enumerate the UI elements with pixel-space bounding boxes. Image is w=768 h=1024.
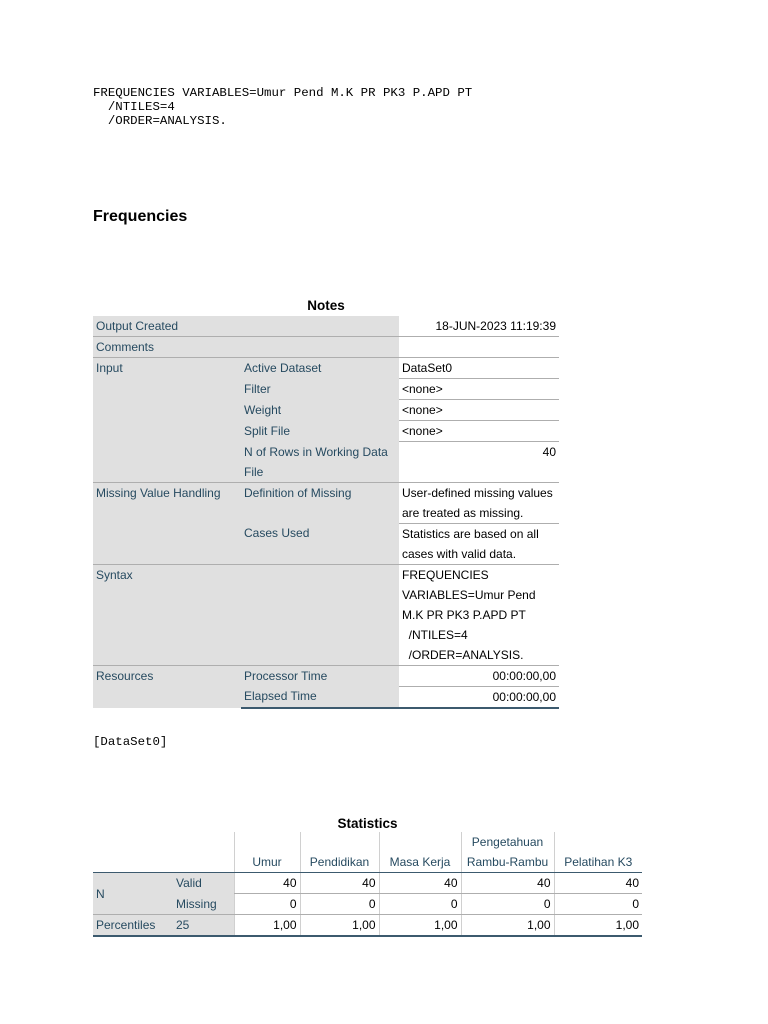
- definition-of-missing-line-2: are treated as missing.: [402, 505, 524, 520]
- row-label-valid: Valid: [173, 873, 234, 894]
- syntax-value: [399, 564, 559, 665]
- weight-value: <none>: [399, 400, 559, 421]
- valid-umur: 40: [234, 873, 300, 894]
- table-row: [93, 665, 559, 686]
- row-label-percentiles: Percentiles: [93, 915, 173, 937]
- syntax-line-1: FREQUENCIES: [402, 567, 489, 582]
- split-file-value: <none>: [399, 421, 559, 442]
- row-label-missing: Missing: [173, 894, 234, 915]
- statistics-title: Statistics: [337, 816, 398, 831]
- n-rows-value: 40: [399, 442, 559, 483]
- definition-of-missing-value: [399, 482, 559, 523]
- valid-pendidikan: 40: [300, 873, 379, 894]
- elapsed-time-label: Elapsed Time: [241, 686, 399, 708]
- weight-label: Weight: [241, 400, 399, 421]
- row-label-p25: 25: [173, 915, 234, 937]
- dataset-marker: [DataSet0]: [93, 735, 168, 749]
- col-header-umur: Umur: [234, 832, 300, 873]
- syntax-label: Syntax: [93, 564, 399, 665]
- definition-of-missing-label: Definition of Missing: [241, 482, 399, 523]
- table-row: [93, 915, 642, 937]
- cases-used-line-1: Statistics are based on all: [402, 526, 539, 541]
- filter-value: <none>: [399, 379, 559, 400]
- col-header-pengetahuan-line-1: Pengetahuan: [471, 835, 544, 849]
- col-header-pengetahuan-line-2: Rambu-Rambu: [466, 855, 549, 869]
- output-created-label: Output Created: [93, 316, 399, 337]
- missing-umur: 0: [234, 894, 300, 915]
- table-row: [93, 337, 559, 358]
- active-dataset-label: Active Dataset: [241, 358, 399, 379]
- comments-label: Comments: [93, 337, 399, 358]
- missing-pelatihan-k3: 0: [554, 894, 642, 915]
- definition-of-missing-line-1: User-defined missing values: [402, 485, 553, 500]
- table-row: [93, 358, 559, 379]
- table-row: [93, 316, 559, 337]
- col-header-pelatihan-k3: Pelatihan K3: [554, 832, 642, 873]
- frequencies-heading: Frequencies: [93, 208, 188, 225]
- missing-pendidikan: 0: [300, 894, 379, 915]
- notes-title: Notes: [307, 298, 345, 313]
- split-file-label: Split File: [241, 421, 399, 442]
- row-label-n: N: [93, 873, 173, 915]
- col-header-pendidikan: Pendidikan: [300, 832, 379, 873]
- syntax-line-4: /NTILES=4: [402, 627, 468, 642]
- valid-masa-kerja: 40: [379, 873, 461, 894]
- table-row: [93, 564, 559, 665]
- syntax-line-2: VARIABLES=Umur Pend: [402, 587, 536, 602]
- n-rows-label-line-2: File: [244, 464, 264, 479]
- p25-umur: 1,00: [234, 915, 300, 937]
- table-row: [93, 873, 642, 894]
- p25-masa-kerja: 1,00: [379, 915, 461, 937]
- active-dataset-value: DataSet0: [399, 358, 559, 379]
- valid-pengetahuan: 40: [461, 873, 554, 894]
- n-rows-label-line-1: N of Rows in Working Data: [244, 444, 388, 459]
- statistics-table: [93, 832, 642, 937]
- missing-value-handling-label: Missing Value Handling: [93, 482, 241, 564]
- elapsed-time-value: 00:00:00,00: [399, 686, 559, 708]
- header-corner: [93, 832, 234, 873]
- cases-used-line-2: cases with valid data.: [402, 546, 517, 561]
- valid-pelatihan-k3: 40: [554, 873, 642, 894]
- syntax-line-3: M.K PR PK3 P.APD PT: [402, 607, 526, 622]
- col-header-masa-kerja: Masa Kerja: [379, 832, 461, 873]
- missing-pengetahuan: 0: [461, 894, 554, 915]
- processor-time-value: 00:00:00,00: [399, 665, 559, 686]
- cases-used-label: Cases Used: [241, 523, 399, 564]
- notes-table: [93, 316, 559, 709]
- comments-value: [399, 337, 559, 358]
- output-created-value: 18-JUN-2023 11:19:39: [399, 316, 559, 337]
- filter-label: Filter: [241, 379, 399, 400]
- syntax-line-5: /ORDER=ANALYSIS.: [402, 647, 524, 662]
- p25-pelatihan-k3: 1,00: [554, 915, 642, 937]
- input-label: Input: [93, 358, 241, 483]
- col-header-pengetahuan: [461, 832, 554, 873]
- resources-label: Resources: [93, 665, 241, 708]
- processor-time-label: Processor Time: [241, 665, 399, 686]
- p25-pendidikan: 1,00: [300, 915, 379, 937]
- syntax-block: FREQUENCIES VARIABLES=Umur Pend M.K PR PK3 P.APD PT /NTILES=4 /ORDER=ANALYSIS.: [93, 86, 473, 128]
- n-rows-label: [241, 442, 399, 483]
- cases-used-value: [399, 523, 559, 564]
- p25-pengetahuan: 1,00: [461, 915, 554, 937]
- table-row: [93, 894, 642, 915]
- missing-masa-kerja: 0: [379, 894, 461, 915]
- table-row: [93, 482, 559, 523]
- table-header-row: [93, 832, 642, 873]
